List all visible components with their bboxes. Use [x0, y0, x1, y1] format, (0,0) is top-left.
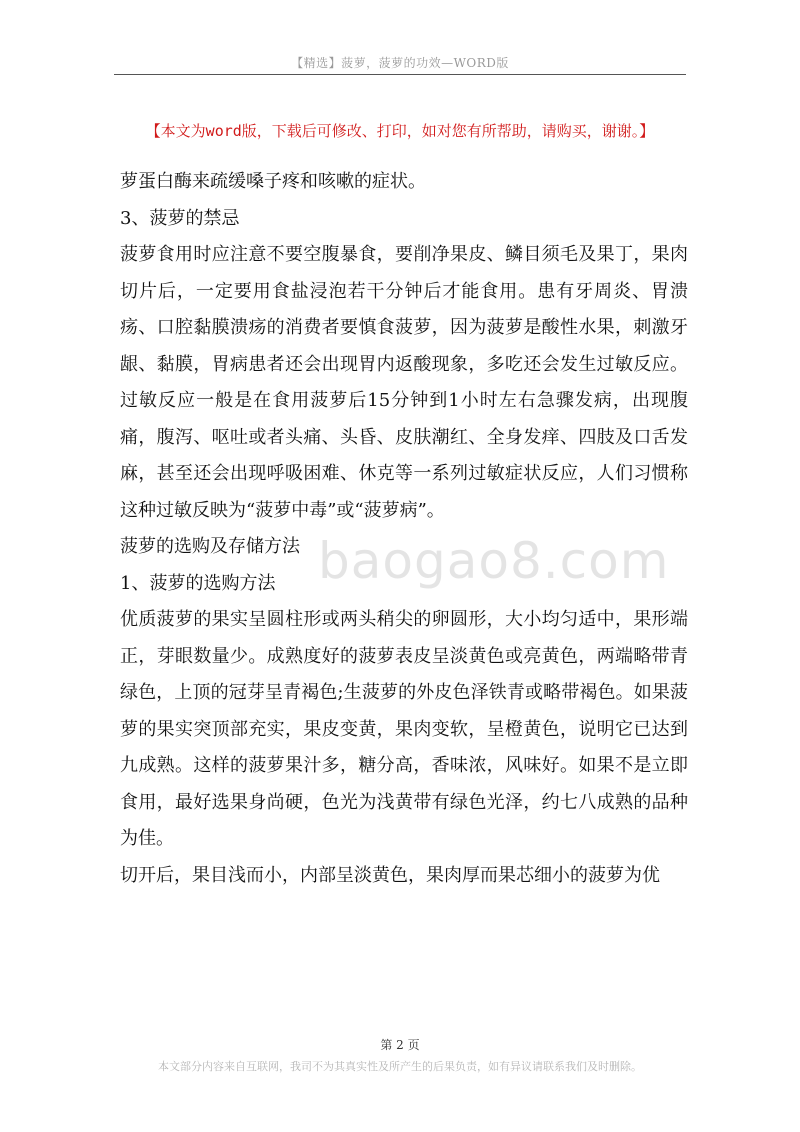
paragraph-selection: 优质菠萝的果实呈圆柱形或两头稍尖的卵圆形，大小均匀适中，果形端正，芽眼数量少。成熟度好的菠萝表皮呈淡黄色或亮黄色，两端略带青绿色，上顶的冠芽呈青褐色;生菠萝的外皮色泽铁青或略带褐色。如果菠萝的果实突顶部充实，果皮变黄，果肉变软，呈橙黄色，说明它已达到九成熟。这样的菠萝果汁多，糖分高，香味浓，风味好。如果不是立即食用，最好选果身尚硬，色光为浅黄带有绿色光泽，约七八成熟的品种为佳。 [120, 609, 688, 849]
subheading-selection-method: 1、菠萝的选购方法 [120, 572, 276, 594]
download-notice: 【本文为word版，下载后可修改、打印，如对您有所帮助，请购买，谢谢。】 [145, 122, 655, 140]
header-divider [114, 74, 686, 75]
paragraph-continuation: 萝蛋白酶来疏缓嗓子疼和咳嗽的症状。 [120, 171, 426, 192]
page-header-title: 【精选】菠萝，菠萝的功效—WORD版 [291, 56, 509, 70]
paragraph-taboos: 菠萝食用时应注意不要空腹暴食，要削净果皮、鳞目须毛及果丁，果肉切片后，一定要用食盐浸泡若干分钟后才能食用。患有牙周炎、胃溃疡、口腔黏膜溃疡的消费者要慎食菠萝，因为菠萝是酸性水果，刺激牙龈、黏膜，胃病患者还会出现胃内返酸现象，多吃还会发生过敏反应。过敏反应一般是在食用菠萝后15分钟到1小时左右急骤发病，出现腹痛，腹泻、呕吐或者头痛、头昏、皮肤潮红、全身发痒、四肢及口舌发麻，甚至还会出现呼吸困难、休克等一系列过敏症状反应，人们习惯称这种过敏反映为“菠萝中毒”或“菠萝病”。 [120, 244, 688, 521]
section-heading-selection-storage: 菠萝的选购及存储方法 [120, 536, 300, 557]
document-body [120, 164, 688, 894]
paragraph-cut-open: 切开后，果目浅而小，内部呈淡黄色，果肉厚而果芯细小的菠萝为优 [120, 864, 660, 886]
footer-disclaimer: 本文部分内容来自互联网，我司不为其真实性及所产生的后果负责，如有异议请联系我们及时删除。 [158, 1060, 642, 1073]
section-heading-taboos: 3、菠萝的禁忌 [120, 207, 240, 229]
page-number: 第 2 页 [380, 1038, 420, 1052]
watermark-text: baogao8.com [318, 532, 670, 590]
